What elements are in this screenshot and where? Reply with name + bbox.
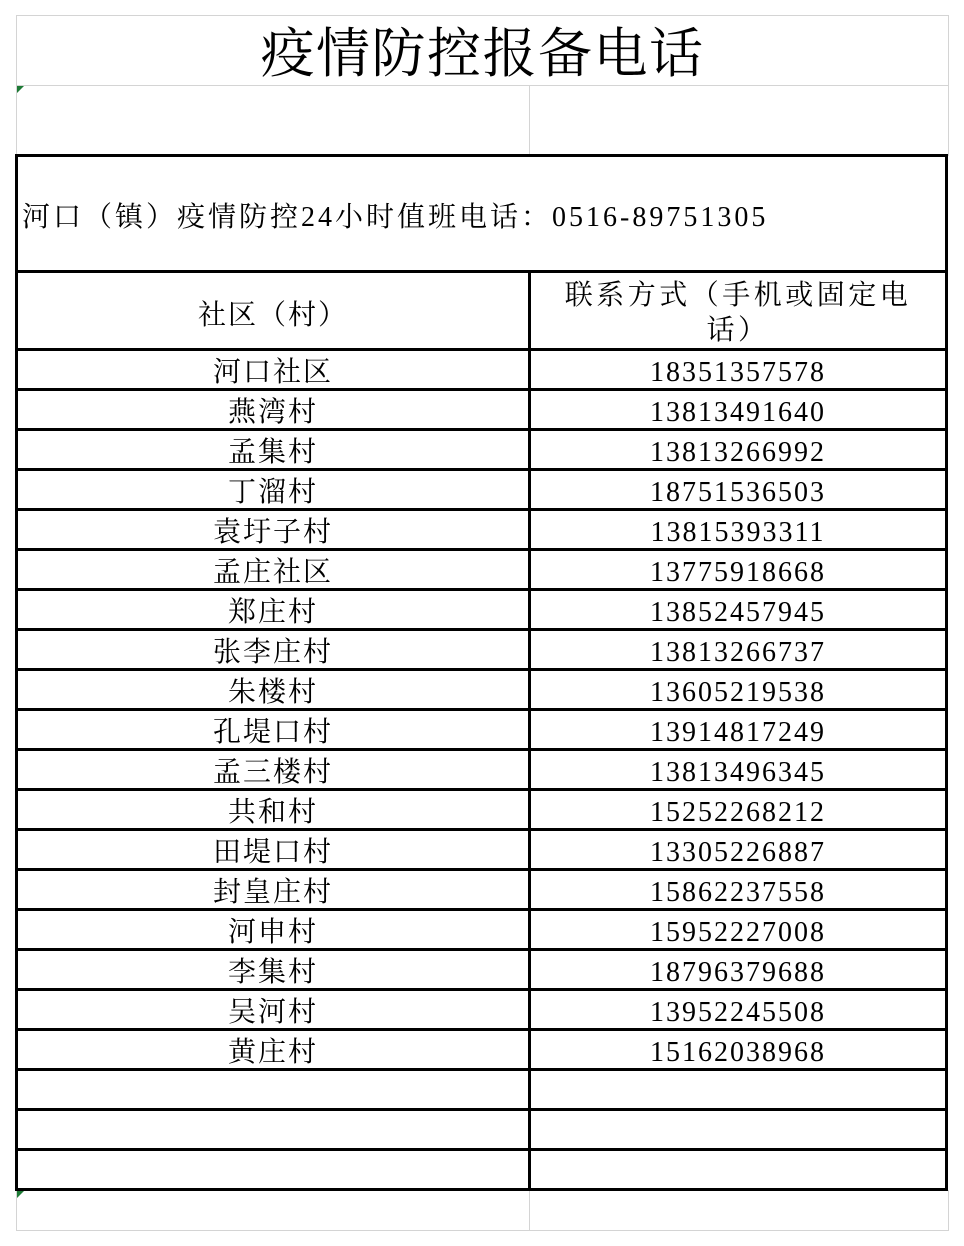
community-cell[interactable] [18, 391, 531, 428]
phone-cell[interactable] [531, 791, 945, 828]
community-cell[interactable] [18, 351, 531, 388]
empty-cell[interactable] [16, 1190, 530, 1231]
community-name: 孟三楼村 [212, 757, 333, 788]
community-cell[interactable] [18, 711, 531, 748]
phone-number: 18351357578 [650, 357, 826, 388]
community-cell[interactable] [18, 1111, 531, 1148]
phone-cell[interactable] [531, 831, 945, 868]
table-row [18, 991, 945, 1031]
community-cell[interactable] [18, 1151, 531, 1188]
table-row-empty [18, 1151, 945, 1188]
page-title: 疫情防控报备电话 [260, 24, 705, 84]
phone-cell[interactable] [531, 1071, 945, 1108]
community-name: 丁溜村 [227, 477, 318, 508]
community-name: 郑庄村 [227, 597, 318, 628]
table-row [18, 591, 945, 631]
community-name: 黄庄村 [227, 1037, 318, 1068]
phone-number: 13305226887 [650, 837, 826, 868]
community-cell[interactable] [18, 871, 531, 908]
table-row [18, 951, 945, 991]
table-row [18, 791, 945, 831]
community-name: 河申村 [227, 917, 318, 948]
hotline-row [18, 157, 945, 273]
error-indicator-icon [17, 86, 24, 93]
table-row [18, 871, 945, 911]
community-cell[interactable] [18, 911, 531, 948]
phone-number: 13815393311 [650, 517, 826, 548]
table-row [18, 551, 945, 591]
table-row [18, 671, 945, 711]
phone-number: 13605219538 [650, 677, 826, 708]
phone-cell[interactable] [531, 991, 945, 1028]
table-row-empty [18, 1111, 945, 1151]
table-row [18, 351, 945, 391]
phone-number: 13852457945 [650, 597, 826, 628]
empty-cell[interactable] [529, 1190, 949, 1231]
phone-cell[interactable] [531, 1031, 945, 1068]
phone-number: 13813266992 [650, 437, 826, 468]
table-row [18, 431, 945, 471]
community-cell[interactable] [18, 951, 531, 988]
table-row [18, 471, 945, 511]
phone-number: 13813266737 [650, 637, 826, 668]
table-header-row [18, 273, 945, 351]
phone-cell[interactable] [531, 1111, 945, 1148]
table-row [18, 391, 945, 431]
community-name: 田堤口村 [212, 837, 333, 868]
table-row-empty [18, 1071, 945, 1111]
phone-cell[interactable] [531, 671, 945, 708]
community-cell[interactable] [18, 791, 531, 828]
column-header-community: 社区（村） [197, 299, 348, 331]
phone-cell[interactable] [531, 711, 945, 748]
community-cell[interactable] [18, 831, 531, 868]
column-header-community-cell[interactable] [18, 273, 531, 348]
phone-number: 18796379688 [650, 957, 826, 988]
community-cell[interactable] [18, 431, 531, 468]
column-header-contact-cell[interactable] [531, 273, 945, 348]
table-row [18, 1031, 945, 1071]
contact-table [15, 154, 948, 1191]
community-name: 吴河村 [227, 997, 318, 1028]
community-name: 封皇庄村 [212, 877, 333, 908]
table-row [18, 711, 945, 751]
community-cell[interactable] [18, 551, 531, 588]
table-row [18, 751, 945, 791]
table-row [18, 831, 945, 871]
phone-cell[interactable] [531, 431, 945, 468]
column-header-contact: 联系方式（手机或固定电话） [564, 280, 912, 346]
phone-number: 15952227008 [650, 917, 826, 948]
community-name: 河口社区 [212, 357, 333, 388]
community-name: 共和村 [227, 797, 318, 828]
phone-cell[interactable] [531, 751, 945, 788]
phone-cell[interactable] [531, 631, 945, 668]
community-cell[interactable] [18, 631, 531, 668]
community-name: 孟集村 [227, 437, 318, 468]
community-cell[interactable] [18, 511, 531, 548]
community-name: 燕湾村 [227, 397, 318, 428]
phone-cell[interactable] [531, 911, 945, 948]
community-name: 朱楼村 [227, 677, 318, 708]
phone-number: 15162038968 [650, 1037, 826, 1068]
phone-cell[interactable] [531, 591, 945, 628]
phone-cell[interactable] [531, 391, 945, 428]
community-cell[interactable] [18, 1031, 531, 1068]
community-cell[interactable] [18, 471, 531, 508]
community-cell[interactable] [18, 751, 531, 788]
phone-number: 13914817249 [650, 717, 826, 748]
phone-number: 15862237558 [650, 877, 826, 908]
phone-number: 13813491640 [650, 397, 826, 428]
phone-number: 13775918668 [650, 557, 826, 588]
empty-cell[interactable] [16, 85, 530, 156]
community-name: 李集村 [227, 957, 318, 988]
phone-number: 13813496345 [650, 757, 826, 788]
hotline-cell[interactable] [18, 157, 945, 270]
phone-cell[interactable] [531, 351, 945, 388]
table-row [18, 631, 945, 671]
phone-cell[interactable] [531, 951, 945, 988]
phone-cell[interactable] [531, 471, 945, 508]
community-name: 袁圩子村 [212, 517, 333, 548]
phone-number: 18751536503 [650, 477, 826, 508]
title-cell[interactable] [16, 15, 949, 86]
community-name: 孔堤口村 [212, 717, 333, 748]
community-cell[interactable] [18, 991, 531, 1028]
community-cell[interactable] [18, 1071, 531, 1108]
phone-cell[interactable] [531, 551, 945, 588]
community-name: 张李庄村 [212, 637, 333, 668]
phone-cell[interactable] [531, 1151, 945, 1188]
phone-number: 13952245508 [650, 997, 826, 1028]
phone-cell[interactable] [531, 871, 945, 908]
table-row [18, 511, 945, 551]
community-name: 孟庄社区 [212, 557, 333, 588]
phone-cell[interactable] [531, 511, 945, 548]
phone-number: 15252268212 [650, 797, 826, 828]
error-indicator-icon [17, 1191, 24, 1198]
empty-cell[interactable] [529, 85, 949, 156]
table-row [18, 911, 945, 951]
hotline-text: 河口（镇）疫情防控24小时值班电话：0516-89751305 [22, 202, 769, 233]
community-cell[interactable] [18, 591, 531, 628]
community-cell[interactable] [18, 671, 531, 708]
